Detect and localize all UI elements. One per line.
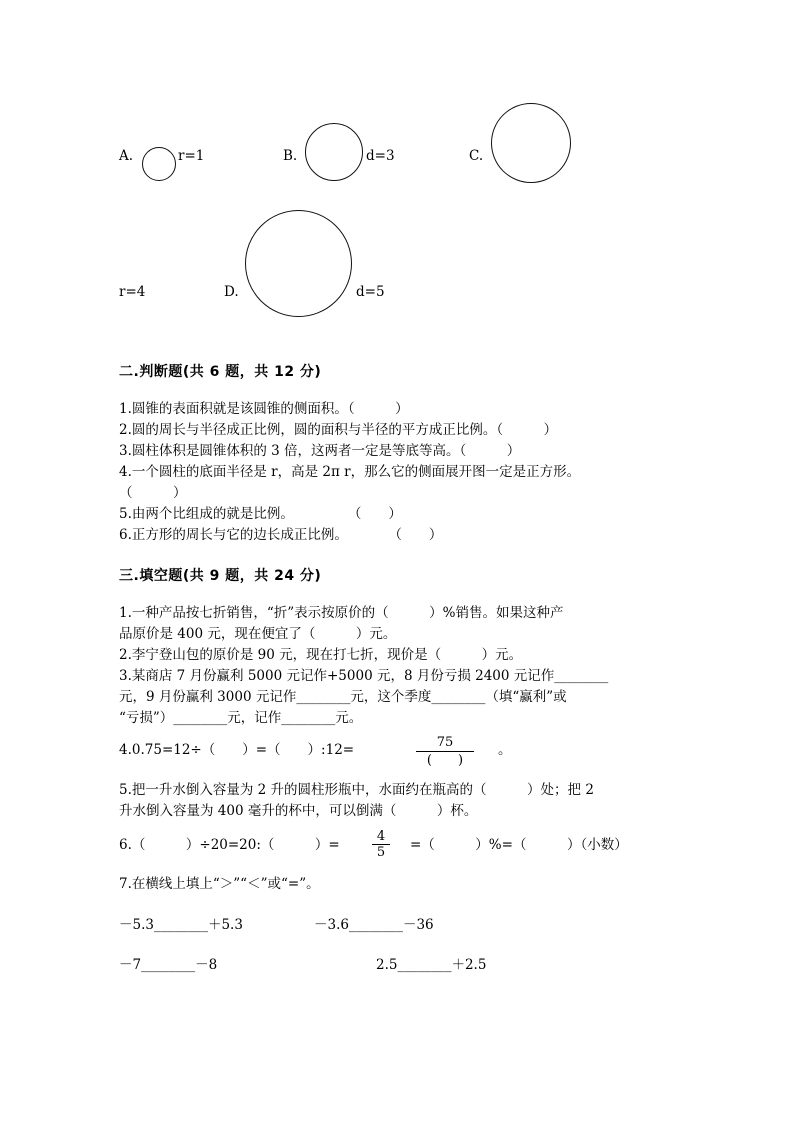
option-b-label: B. [283,148,298,164]
compare-item-3: －7________－8 [119,957,218,973]
circle-b-shape [305,123,363,181]
fill-q2: 2.李宁登山包的原价是 90 元，现在打七折，现价是（ ）元。 [119,647,523,663]
fill-q6-text: 6.（ ）÷20=20:（ ）= [119,837,340,853]
compare-item-1: －5.3________＋5.3 [119,917,243,933]
fill-q3-line1: 3.某商店 7 月份赢利 5000 元记作+5000 元，8 月份亏损 2400 元记作________ [119,668,609,684]
fill-q5-line1: 5.把一升水倒入容量为 2 升的圆柱形瓶中，水面约在瓶高的（ ）处；把 2 [119,782,594,798]
fill-q3-line3: “亏损”）________元，记作________元。 [119,710,363,726]
judge-item-1: 1.圆锥的表面积就是该圆锥的侧面积。（ ） [119,401,409,417]
option-c-desc: r=4 [119,284,146,300]
judge-item-5: 5.由两个比组成的就是比例。 （ ） [119,506,402,522]
fill-q6-numerator: 4 [376,829,386,844]
option-d-desc: d=5 [356,284,385,300]
fill-q1-line2: 品原价是 400 元，现在便宜了（ ）元。 [119,626,397,642]
judge-item-6: 6.正方形的周长与它的边长成正比例。 （ ） [119,527,443,543]
judge-item-3: 3.圆柱体积是圆锥体积的 3 倍，这两者一定是等底等高。（ ） [119,443,521,459]
fill-q4-numerator: 75 [436,735,454,750]
compare-item-4: 2.5________＋2.5 [376,957,487,973]
fill-q4-end: 。 [498,742,512,758]
fill-q7: 7.在横线上填上“＞”“＜”或“=”。 [119,876,320,892]
compare-item-2: －3.6________－36 [314,917,434,933]
section-fill-heading: 三.填空题(共 9 题，共 24 分) [119,568,322,584]
fill-q6-fraction [372,829,390,861]
circle-c-shape [491,103,571,183]
fill-q6-end: =（ ）%=（ ）（小数） [410,837,628,853]
fill-q1-line1: 1.一种产品按七折销售，“折”表示按原价的（ ）%销售。如果这种产 [119,605,564,621]
option-b-desc: d=3 [366,148,395,164]
fill-q6-denominator: 5 [372,844,390,861]
option-a-desc: r=1 [178,148,205,164]
circle-d-shape [245,210,352,317]
section-judge-heading: 二.判断题(共 6 题，共 12 分) [119,364,322,380]
option-a-label: A. [119,148,134,164]
judge-item-4-blank: （ ） [119,485,187,501]
option-d-label: D. [224,284,239,300]
fill-q4-fraction [416,735,474,769]
fill-q4-denominator: ( ) [416,751,474,769]
judge-item-4: 4.一个圆柱的底面半径是 r，高是 2π r，那么它的侧面展开图一定是正方形。 [119,464,581,480]
fill-q3-line2: 元，9 月份赢利 3000 元记作________元，这个季度________（填“赢利”或 [119,689,567,705]
judge-item-2: 2.圆的周长与半径成正比例，圆的面积与半径的平方成正比例。（ ） [119,422,558,438]
circle-a-shape [142,147,176,181]
option-c-label: C. [469,148,484,164]
fill-q5-line2: 升水倒入容量为 400 毫升的杯中，可以倒满（ ）杯。 [119,803,478,819]
fill-q4-text: 4.0.75=12÷（ ）=（ ）:12= [119,742,355,758]
